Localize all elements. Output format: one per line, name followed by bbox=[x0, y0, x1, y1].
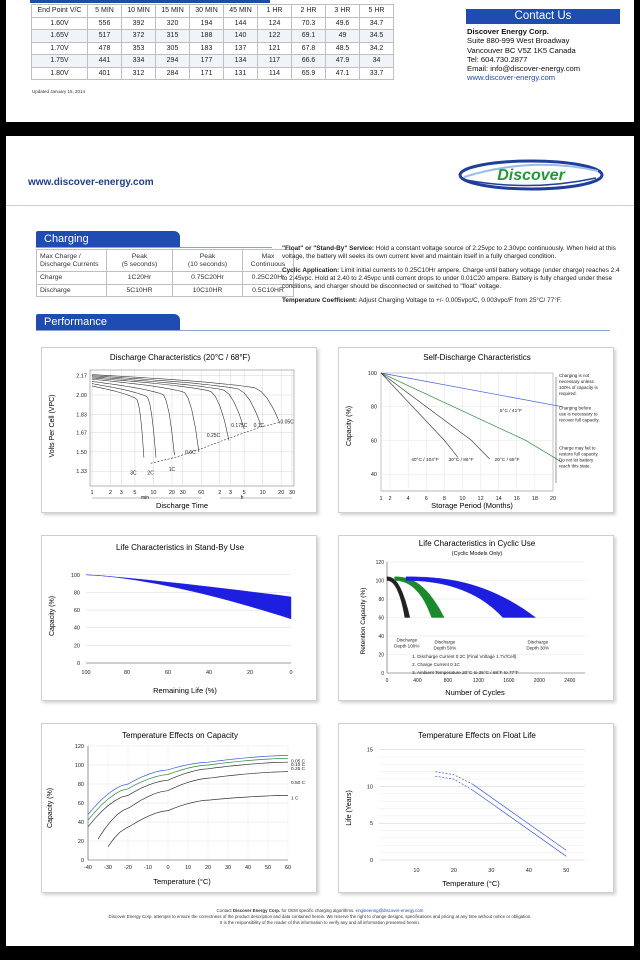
table-cell: 131 bbox=[224, 67, 258, 80]
x-tick-label: 60 bbox=[164, 670, 172, 676]
y-tick-label: 80 bbox=[77, 782, 84, 788]
chart-title: Life Characteristics in Cyclic Use bbox=[418, 539, 536, 548]
standby-life-chart-panel bbox=[41, 535, 317, 701]
table-cell: 294 bbox=[156, 55, 190, 68]
website-link[interactable]: www.discover-energy.com bbox=[467, 73, 556, 83]
table-cell: 305 bbox=[156, 42, 190, 55]
x-tick-label: 1 bbox=[90, 490, 94, 496]
x-axis-label: Storage Period (Months) bbox=[431, 501, 513, 510]
x-tick-label: 0 bbox=[385, 678, 389, 684]
x-tick-label: 2000 bbox=[533, 678, 545, 684]
chart-note: 1. Discharge Current 0.2C (Final Voltage 1.7V/Cell) bbox=[412, 654, 517, 660]
band-label: Discharge Depth 100% bbox=[394, 637, 420, 649]
float-note: "Float" or "Stand-By" Service: Hold a constant voltage source of 2.25vpc to 2.30vpc continuously. When held at this voltage, the battery will seeks its own current level and maintain itself in a fully charged condition. bbox=[282, 245, 616, 260]
discover-logo bbox=[458, 158, 604, 192]
charging-header-cell: Max Continuous bbox=[243, 250, 294, 272]
x-tick-label: 18 bbox=[531, 496, 538, 502]
table-cell: 441 bbox=[88, 55, 122, 68]
charging-header-row bbox=[37, 250, 294, 272]
table-cell: 1.70V bbox=[32, 42, 88, 55]
discharge-chart-panel bbox=[41, 347, 317, 513]
standby-life-chart bbox=[42, 536, 318, 702]
y-tick-label: 40 bbox=[378, 634, 384, 640]
x-tick-label: 50 bbox=[264, 865, 272, 871]
chart-title: Self-Discharge Characteristics bbox=[423, 353, 531, 362]
x-axis-label: Temperature (°C) bbox=[153, 877, 211, 886]
discharge-chart bbox=[42, 348, 318, 514]
table-header-cell: 1 HR bbox=[258, 5, 292, 18]
x-tick-label: 2 bbox=[388, 496, 392, 502]
table-cell: 0.25C20Hr bbox=[243, 272, 294, 285]
discharge-curve bbox=[92, 375, 280, 424]
series-label: 40°C / 104°F bbox=[411, 458, 439, 463]
x-tick-label: 10 bbox=[259, 490, 266, 496]
table-cell: 34.2 bbox=[360, 42, 394, 55]
x-tick-label: 40 bbox=[205, 670, 213, 676]
y-tick-label: 5 bbox=[369, 821, 373, 828]
discharge-curve bbox=[92, 381, 175, 455]
x-tick-label: -40 bbox=[84, 865, 92, 871]
charging-section-title: Charging bbox=[36, 231, 180, 248]
x-tick-label: 30 bbox=[488, 868, 495, 874]
table-cell: 114 bbox=[258, 67, 292, 80]
chart-title: Life Characteristics in Stand-By Use bbox=[115, 543, 245, 552]
table-cell: Charge bbox=[37, 272, 107, 285]
x-tick-label: 10 bbox=[184, 865, 192, 871]
y-tick-label: 120 bbox=[375, 560, 384, 566]
logo-text: Discover bbox=[497, 167, 565, 184]
x-tick-label: 10 bbox=[459, 496, 466, 502]
temp-float-life-chart bbox=[339, 724, 615, 894]
table-row bbox=[32, 55, 394, 68]
table-cell: Discharge bbox=[37, 284, 107, 297]
x-tick-label: 400 bbox=[413, 678, 422, 684]
series-label: 0.05 C bbox=[291, 759, 306, 765]
standby-life-band bbox=[86, 575, 291, 619]
x-tick-label: 6 bbox=[424, 496, 428, 502]
annotation-text: Charging is not necessary unless 100% of capacity is required. bbox=[559, 373, 598, 396]
y-tick-label: 2.00 bbox=[76, 393, 87, 400]
y-tick-label: 10 bbox=[366, 784, 373, 791]
x-tick-label: 50 bbox=[563, 868, 570, 874]
y-tick-label: 60 bbox=[77, 801, 84, 807]
x-tick-label: 10 bbox=[150, 490, 157, 496]
series-label: 1 C bbox=[291, 796, 299, 802]
chart-note: 3. Ambient Temperature 20°C to 25°C / 68°F to 77°F bbox=[412, 670, 519, 676]
x-tick-label: 30 bbox=[224, 865, 232, 871]
y-tick-label: 60 bbox=[370, 438, 377, 445]
capacity-curve bbox=[98, 772, 288, 840]
x-tick-label: -10 bbox=[144, 865, 152, 871]
table-header-cell: 3 HR bbox=[326, 5, 360, 18]
table-cell: 320 bbox=[156, 17, 190, 30]
table-cell: 33.7 bbox=[360, 67, 394, 80]
table-cell: 49 bbox=[326, 30, 360, 43]
y-tick-label: 40 bbox=[77, 820, 84, 826]
temp-capacity-chart-panel bbox=[41, 723, 317, 893]
header-website-link[interactable]: www.discover-energy.com bbox=[28, 177, 154, 188]
curve-label: 0.25C bbox=[206, 433, 221, 440]
series-label: 20°C / 68°F bbox=[494, 458, 520, 463]
address-line-2: Vancouver BC V5Z 1K5 Canada bbox=[467, 45, 576, 55]
table-header-row bbox=[32, 5, 394, 18]
y-tick-label: 15 bbox=[366, 747, 373, 754]
x-tick-label: 2 bbox=[108, 490, 113, 496]
end-point-table bbox=[31, 4, 394, 80]
y-axis-label: Capacity (%) bbox=[346, 405, 353, 447]
table-cell: 401 bbox=[88, 67, 122, 80]
self-discharge-chart bbox=[339, 348, 615, 514]
table-cell: 1.75V bbox=[32, 55, 88, 68]
watermark: www.furgovw.org bbox=[18, 916, 221, 941]
footer-line-3: It is the responsibility of the reader of this information to verify any and all information presented herein. bbox=[219, 920, 421, 925]
engineering-email-link[interactable]: engineering@discover-energy.com bbox=[355, 908, 424, 913]
telephone: Tel: 604.730.2877 bbox=[467, 54, 528, 64]
discharge-curve bbox=[92, 384, 156, 458]
y-tick-label: 0 bbox=[381, 671, 384, 677]
table-cell: 334 bbox=[122, 55, 156, 68]
temp-capacity-chart bbox=[42, 724, 318, 894]
chart-subtitle: (Cyclic Models Only) bbox=[451, 551, 503, 557]
table-cell: 183 bbox=[190, 42, 224, 55]
curve-label: 1C bbox=[168, 467, 176, 474]
table-cell: 48.5 bbox=[326, 42, 360, 55]
footer-line-1: Contact Discover Energy Corp. for OEM specific charging algorithms. engineering@discover-energy.com bbox=[216, 908, 424, 913]
chart-title: Discharge Characteristics (20°C / 68°F) bbox=[109, 353, 251, 362]
y-tick-label: 80 bbox=[378, 597, 384, 603]
table-cell: 47.9 bbox=[326, 55, 360, 68]
series-label: 0.25 C bbox=[291, 766, 306, 772]
x-tick-label: 30 bbox=[179, 490, 186, 496]
updated-note: Updated January 15, 2014 bbox=[32, 89, 86, 94]
charging-table bbox=[36, 249, 294, 297]
charging-row-charge bbox=[37, 272, 294, 285]
y-tick-label: 60 bbox=[73, 608, 80, 615]
y-axis-label: Volts Per Cell (VPC) bbox=[49, 394, 56, 458]
x-tick-label: -20 bbox=[124, 865, 132, 871]
x-unit-h: h bbox=[240, 495, 244, 501]
x-tick-label: -30 bbox=[104, 865, 112, 871]
x-tick-label: 30 bbox=[288, 490, 296, 496]
x-tick-label: 20 bbox=[204, 865, 212, 871]
table-cell: 1C20Hr bbox=[107, 272, 173, 285]
x-tick-label: 40 bbox=[525, 868, 532, 874]
table-cell: 122 bbox=[258, 30, 292, 43]
table-cell: 0.5C10HR bbox=[243, 284, 294, 297]
table-cell: 1.60V bbox=[32, 17, 88, 30]
table-cell: 69.1 bbox=[292, 30, 326, 43]
header-divider bbox=[6, 205, 634, 206]
table-header-cell: 5 MIN bbox=[88, 5, 122, 18]
y-tick-label: 40 bbox=[73, 625, 80, 632]
y-tick-label: 100 bbox=[375, 578, 384, 585]
x-tick-label: 4 bbox=[406, 496, 410, 502]
table-cell: 556 bbox=[88, 17, 122, 30]
table-cell: 34 bbox=[360, 55, 394, 68]
x-tick-label: 60 bbox=[198, 490, 205, 496]
table-cell: 177 bbox=[190, 55, 224, 68]
x-tick-label: 800 bbox=[443, 678, 453, 684]
y-tick-label: 20 bbox=[73, 643, 80, 650]
y-axis-label: Capacity (%) bbox=[49, 595, 56, 637]
table-cell: 517 bbox=[88, 30, 122, 43]
y-tick-label: 80 bbox=[73, 590, 80, 597]
table-header-cell: End Point V/C bbox=[32, 5, 88, 18]
footer-line-2: Discover Energy Corp. attempts to ensure the correctness of the product description and data contained herein. We reserve the right to change designs, specifications and pricing at any time without notice or obligation. bbox=[108, 914, 532, 919]
table-cell: 315 bbox=[156, 30, 190, 43]
table-cell: 1.80V bbox=[32, 67, 88, 80]
table-cell: 137 bbox=[224, 42, 258, 55]
temperature-note: Temperature Coefficient: Adjust Charging Voltage to +/- 0.005vpc/C, 0.003vpc/F from 25°C/ 77°F. bbox=[282, 297, 562, 304]
self-discharge-line bbox=[381, 373, 458, 457]
x-axis-label: Remaining Life (%) bbox=[153, 686, 217, 695]
table-cell: 49.6 bbox=[326, 17, 360, 30]
curve-label: 3C bbox=[130, 470, 137, 477]
table-header-cell: 10 MIN bbox=[122, 5, 156, 18]
table-row bbox=[32, 30, 394, 43]
table-cell: 171 bbox=[190, 67, 224, 80]
x-tick-label: 1600 bbox=[503, 678, 515, 684]
charging-header-cell: Peak (10 seconds) bbox=[173, 250, 243, 272]
y-tick-label: 0 bbox=[369, 858, 373, 864]
curve-label: 0.05C bbox=[280, 419, 294, 426]
cyclic-life-chart bbox=[339, 536, 615, 702]
series-label: 0.10 C bbox=[291, 763, 306, 769]
x-tick-label: 12 bbox=[477, 496, 484, 502]
table-cell: 67.8 bbox=[292, 42, 326, 55]
table-cell: 47.1 bbox=[326, 67, 360, 80]
x-tick-label: 60 bbox=[284, 865, 292, 871]
x-tick-label: 1200 bbox=[472, 678, 484, 684]
curve-label: 0.6C bbox=[185, 450, 196, 457]
series-label: 30°C / 86°F bbox=[448, 458, 474, 463]
annotation-text: Charge may fail to restore full capacity. Do not let battery reach this state. bbox=[559, 445, 599, 469]
table-cell: 144 bbox=[224, 17, 258, 30]
x-axis-label: Number of Cycles bbox=[445, 688, 505, 697]
discharge-curve bbox=[92, 386, 144, 458]
y-axis-label: Life (Years) bbox=[346, 790, 353, 826]
x-tick-label: 8 bbox=[442, 496, 446, 502]
table-cell: 70.3 bbox=[292, 17, 326, 30]
y-tick-label: 0 bbox=[76, 661, 80, 667]
x-tick-label: 10 bbox=[413, 868, 420, 874]
y-tick-label: 1.83 bbox=[76, 412, 87, 419]
curve-label: 0.1C bbox=[253, 422, 265, 429]
table-header-cell: 15 MIN bbox=[156, 5, 190, 18]
company-name: Discover Energy Corp. bbox=[467, 27, 549, 36]
x-tick-label: 20 bbox=[246, 670, 254, 676]
table-cell: 117 bbox=[258, 55, 292, 68]
charging-notes bbox=[282, 245, 622, 311]
self-discharge-chart-panel bbox=[338, 347, 614, 513]
y-tick-label: 2.17 bbox=[76, 373, 87, 380]
x-tick-label: 5 bbox=[133, 490, 137, 496]
performance-section-title: Performance Characteristics bbox=[36, 314, 180, 331]
annotation-text: Charging before use is necessary to recover full capacity. bbox=[559, 405, 600, 423]
table-cell: 134 bbox=[224, 55, 258, 68]
float-life-line bbox=[473, 784, 567, 850]
float-life-line-dashed bbox=[435, 772, 472, 785]
table-cell: 372 bbox=[122, 30, 156, 43]
contact-details bbox=[467, 27, 580, 83]
table-header-cell: 5 HR bbox=[360, 5, 394, 18]
x-tick-label: 2400 bbox=[564, 678, 576, 684]
table-row bbox=[32, 17, 394, 30]
table-cell: 353 bbox=[122, 42, 156, 55]
performance-section-rule bbox=[36, 330, 610, 331]
table-cell: 0.75C20Hr bbox=[173, 272, 243, 285]
series-label: 5°C / 41°F bbox=[499, 409, 523, 414]
x-unit-min: min bbox=[140, 495, 150, 501]
x-tick-label: 5 bbox=[242, 490, 246, 496]
table-cell: 34.7 bbox=[360, 17, 394, 30]
y-tick-label: 1.50 bbox=[76, 449, 87, 456]
cyclic-note: Cyclic Application: Limit initial currents to 0.25C10Hr ampere. Charge until battery voltage (under charge) reaches 2.4 to 2.45vpc. Hold at 2.40 to 2.45vpc until current drops to under 0.01C20 ampere. Battery is fully charged under these conditions, and charger should be disconnected or switched to "float" voltage. bbox=[282, 267, 620, 290]
cyclic-life-chart-panel bbox=[338, 535, 614, 701]
x-tick-label: 14 bbox=[495, 496, 502, 502]
x-tick-label: 20 bbox=[278, 490, 285, 496]
plot-area bbox=[381, 373, 553, 491]
charging-header-cell: Max Charge / Discharge Currents bbox=[37, 250, 107, 272]
x-tick-label: 0 bbox=[166, 865, 170, 871]
y-tick-label: 60 bbox=[378, 615, 384, 622]
discharge-curve bbox=[92, 376, 261, 425]
y-tick-label: 120 bbox=[74, 744, 84, 750]
curve-label: 0.175C bbox=[231, 422, 248, 429]
y-tick-label: 20 bbox=[77, 839, 84, 845]
table-header-cell: 45 MIN bbox=[224, 5, 258, 18]
address-line-1: Suite 880-999 West Broadway bbox=[467, 36, 570, 46]
charging-section-rule bbox=[36, 247, 272, 248]
y-tick-label: 1.67 bbox=[76, 430, 87, 437]
page-header bbox=[6, 136, 634, 208]
table-cell: 34.5 bbox=[360, 30, 394, 43]
y-tick-label: 100 bbox=[74, 763, 84, 769]
table-row bbox=[32, 42, 394, 55]
table-cell: 188 bbox=[190, 30, 224, 43]
y-tick-label: 80 bbox=[370, 404, 377, 411]
table-cell: 124 bbox=[258, 17, 292, 30]
chart-note: 2. Charge Current 0.1C bbox=[412, 662, 460, 668]
charging-header-cell: Peak (5 seconds) bbox=[107, 250, 173, 272]
x-axis-label: Discharge Time bbox=[155, 501, 209, 510]
y-tick-label: 0 bbox=[80, 858, 84, 864]
previous-page-fragment bbox=[6, 0, 634, 122]
x-tick-label: 20 bbox=[450, 868, 457, 874]
email[interactable]: Email: info@discover-energy.com bbox=[467, 64, 581, 74]
contact-box bbox=[460, 0, 634, 122]
x-tick-label: 0 bbox=[289, 670, 293, 676]
table-cell: 121 bbox=[258, 42, 292, 55]
table-row bbox=[32, 67, 394, 80]
curve-label: 2C bbox=[147, 470, 154, 477]
table-cell: 10C10HR bbox=[173, 284, 243, 297]
x-tick-label: 100 bbox=[81, 670, 91, 676]
x-tick-label: 20 bbox=[168, 490, 175, 496]
x-tick-label: 3 bbox=[229, 490, 233, 496]
y-axis-label: Retention Capacity (%) bbox=[360, 587, 367, 655]
table-cell: 5C10HR bbox=[107, 284, 173, 297]
float-life-line-dashed bbox=[435, 776, 472, 790]
x-axis-label: Temperature (°C) bbox=[442, 879, 500, 888]
x-tick-label: 3 bbox=[119, 490, 123, 496]
y-tick-label: 100 bbox=[70, 572, 80, 579]
table-cell: 1.65V bbox=[32, 30, 88, 43]
y-tick-label: 1.33 bbox=[76, 469, 87, 476]
band-label: Discharge Depth 30% bbox=[526, 639, 550, 651]
table-cell: 392 bbox=[122, 17, 156, 30]
contact-title: Contact Us bbox=[466, 9, 620, 24]
table-cell: 140 bbox=[224, 30, 258, 43]
table-header-cell: 30 MIN bbox=[190, 5, 224, 18]
series-label: 0.50 C bbox=[291, 781, 306, 787]
table-cell: 194 bbox=[190, 17, 224, 30]
table-header-accent bbox=[30, 0, 270, 3]
y-axis-label: Capacity (%) bbox=[47, 787, 54, 829]
x-tick-label: 20 bbox=[549, 496, 557, 502]
y-tick-label: 100 bbox=[367, 371, 377, 377]
table-cell: 284 bbox=[156, 67, 190, 80]
datasheet-page bbox=[6, 136, 634, 946]
x-tick-label: 2 bbox=[218, 490, 222, 496]
table-header-cell: 2 HR bbox=[292, 5, 326, 18]
charging-row-discharge bbox=[37, 284, 294, 297]
y-tick-label: 40 bbox=[370, 472, 377, 479]
chart-title: Temperature Effects on Capacity bbox=[122, 731, 238, 740]
x-tick-label: 16 bbox=[513, 496, 520, 502]
x-tick-label: 40 bbox=[244, 865, 252, 871]
table-cell: 312 bbox=[122, 67, 156, 80]
band-label: Discharge Depth 50% bbox=[433, 639, 457, 651]
table-cell: 66.6 bbox=[292, 55, 326, 68]
y-tick-label: 20 bbox=[378, 652, 384, 659]
x-tick-label: 80 bbox=[123, 670, 131, 676]
x-tick-label: 1 bbox=[379, 496, 383, 502]
temp-float-life-chart-panel bbox=[338, 723, 614, 893]
table-cell: 478 bbox=[88, 42, 122, 55]
chart-title: Temperature Effects on Float Life bbox=[418, 731, 536, 740]
table-cell: 65.9 bbox=[292, 67, 326, 80]
